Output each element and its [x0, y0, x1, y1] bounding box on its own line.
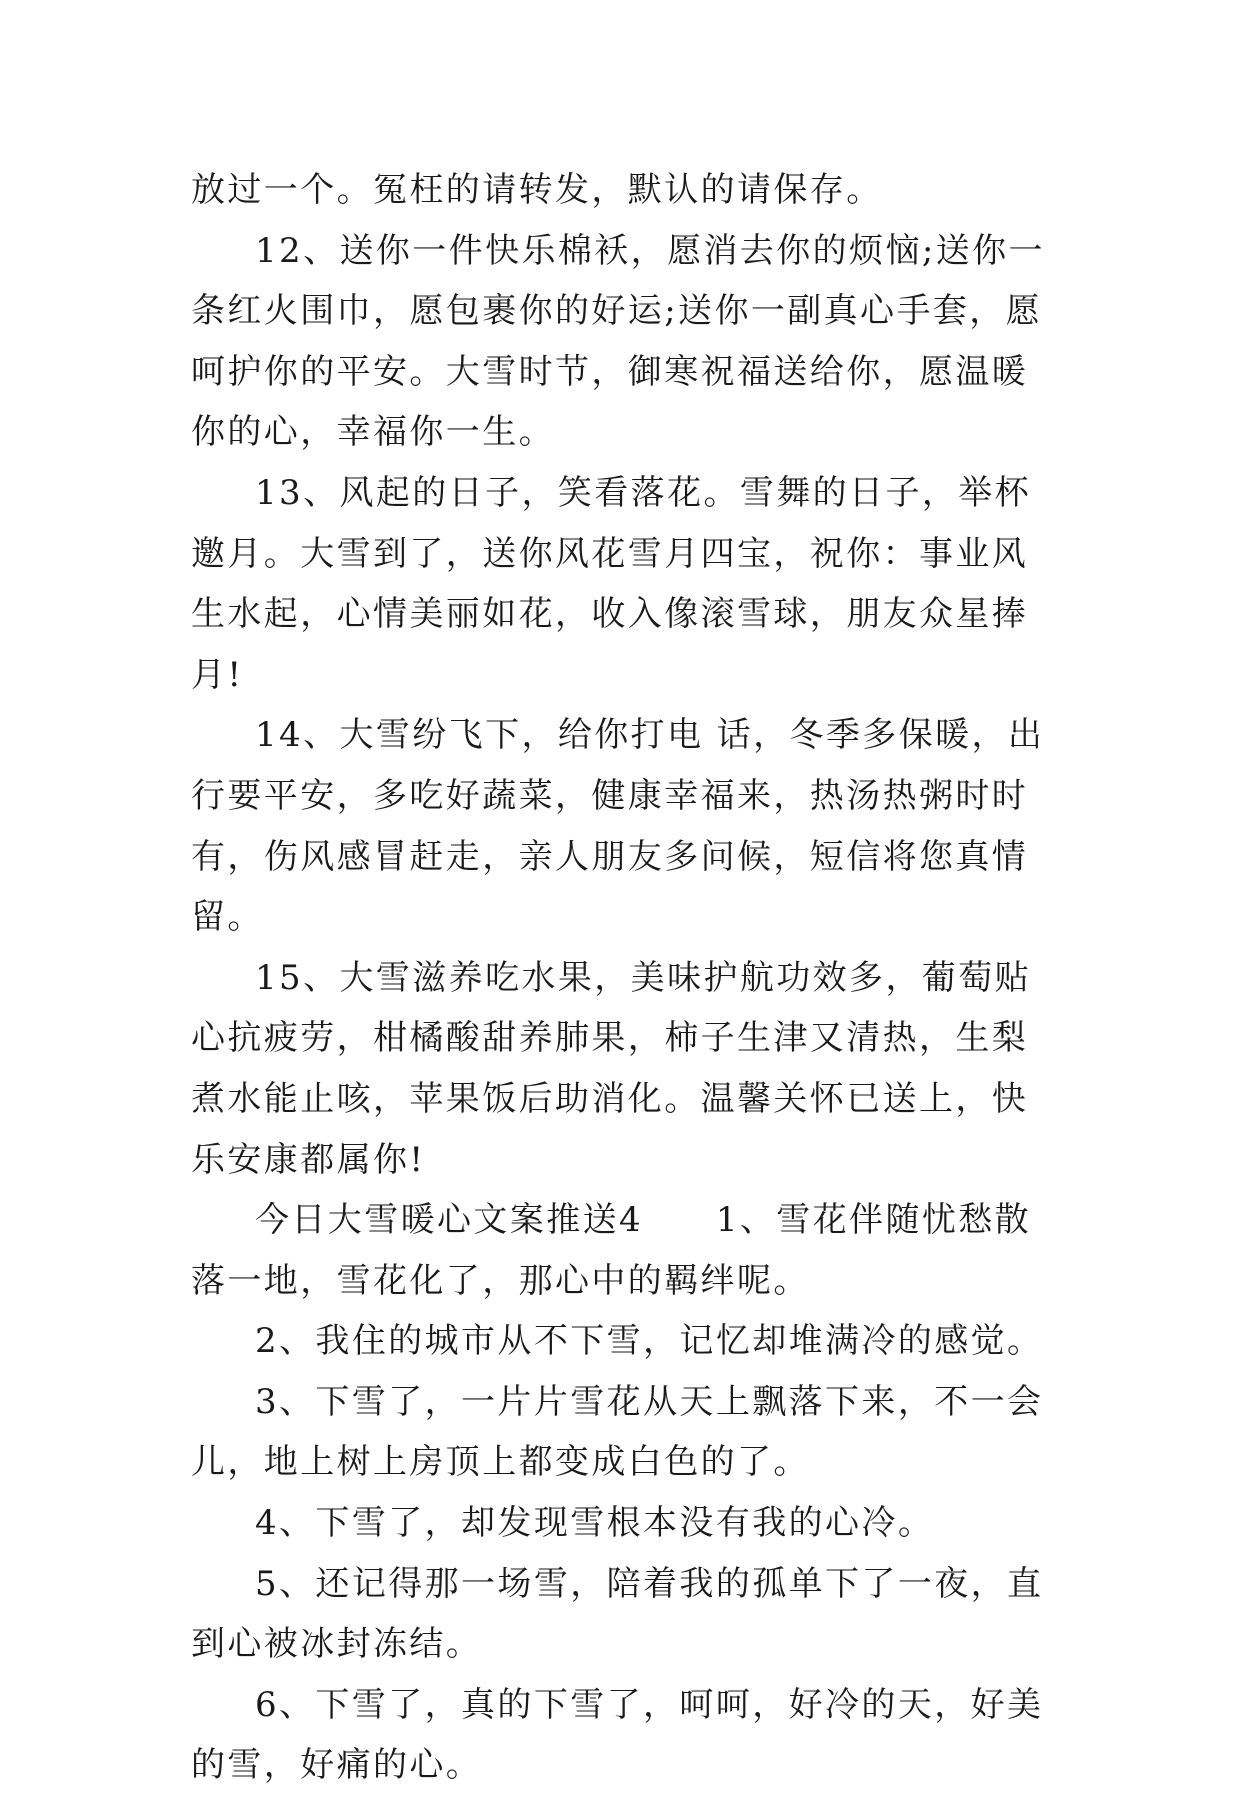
paragraph: 放过一个。冤枉的请转发，默认的请保存。: [191, 170, 883, 210]
paragraph: 2、我住的城市从不下雪，记忆却堆满冷的感觉。: [255, 1321, 1044, 1362]
paragraph: 4、下雪了，却发现雪根本没有我的心冷。: [255, 1503, 935, 1544]
paragraph: 6、下雪了，真的下雪了，呵呵，好冷的天，好美的雪，好痛的心。: [191, 1684, 1044, 1786]
paragraph: 5、还记得那一场雪，陪着我的孤单下了一夜，直到心被冰封冻结。: [191, 1563, 1044, 1665]
paragraph: 今日大雪暖心文案推送4 1、雪花伴随忧愁散落一地，雪花化了，那心中的羁绊呢。: [191, 1200, 1032, 1301]
document-body: [191, 160, 1051, 1796]
paragraph: 14、大雪纷飞下，给你打电 话，冬季多保暖，出行要平安，多吃好蔬菜，健康幸福来，热汤热粥时时有，伤风感冒赶走，亲人朋友多问候，短信将您真情留。: [191, 715, 1045, 938]
paragraph: 12、送你一件快乐棉袄，愿消去你的烦恼;送你一条红火围巾，愿包裹你的好运;送你一副真心手套，愿呵护你的平安。大雪时节，御寒祝福送给你，愿温暖你的心，幸福你一生。: [191, 230, 1045, 453]
paragraph: 13、风起的日子，笑看落花。雪舞的日子，举杯邀月。大雪到了，送你风花雪月四宝，祝你：事业风生水起，心情美丽如花，收入像滚雪球，朋友众星捧月!: [191, 472, 1032, 695]
paragraph: 15、大雪滋养吃水果，美味护航功效多，葡萄贴心抗疲劳，柑橘酸甜养肺果，柿子生津又清热，生梨煮水能止咳，苹果饭后助消化。温馨关怀已送上，快乐安康都属你!: [191, 957, 1032, 1180]
paragraph: 3、下雪了，一片片雪花从天上飘落下来，不一会儿，地上树上房顶上都变成白色的了。: [191, 1381, 1044, 1483]
